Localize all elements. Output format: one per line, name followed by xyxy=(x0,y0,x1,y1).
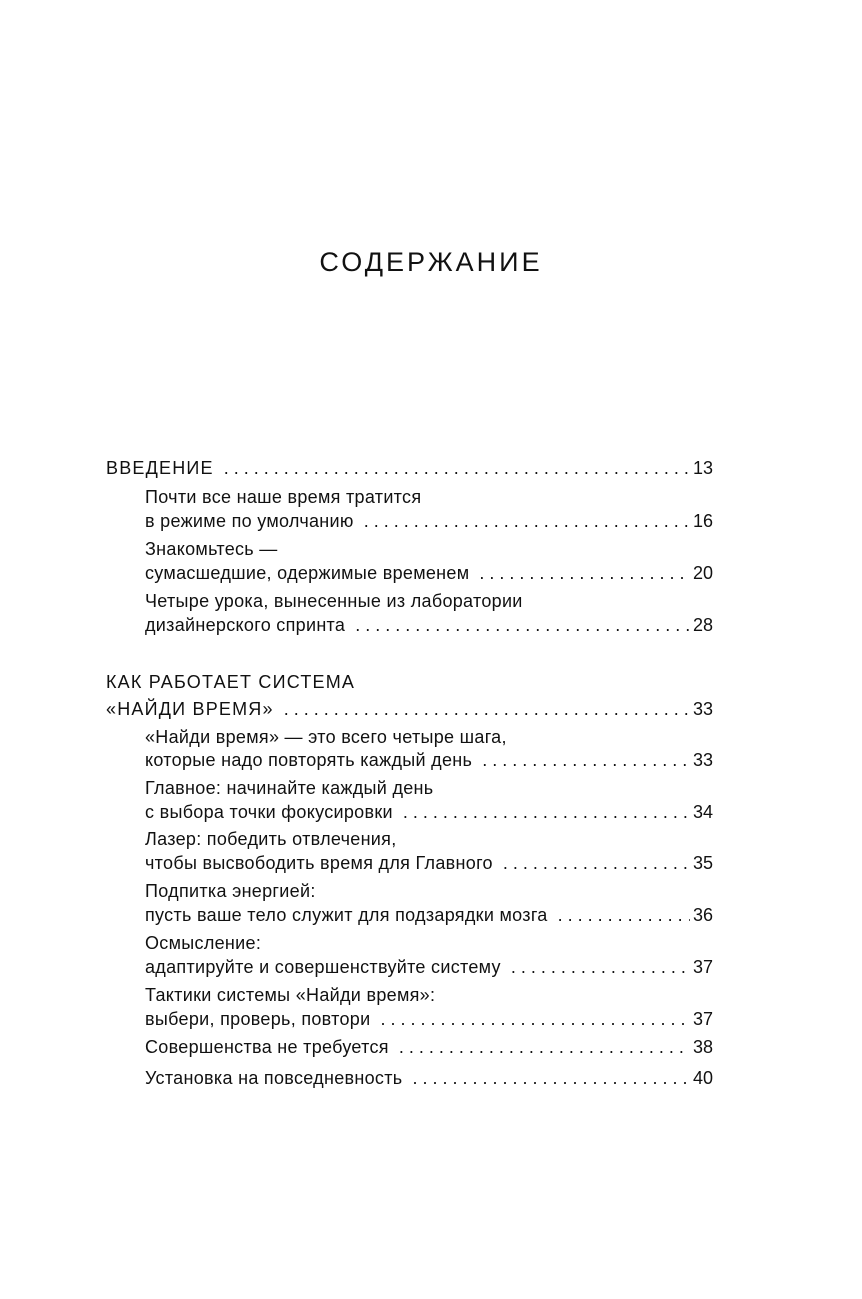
dot-leader xyxy=(482,748,690,772)
dot-leader xyxy=(503,851,690,875)
dot-leader xyxy=(399,1035,690,1059)
toc-entry-line[interactable] xyxy=(145,485,713,509)
toc-entry-text: Совершенства не требуется xyxy=(145,1037,389,1057)
toc-entry-line[interactable] xyxy=(145,931,713,955)
toc-page-number: 37 xyxy=(692,957,713,977)
toc-entry-text: выбери, проверь, повтори xyxy=(145,1009,371,1029)
toc-page-number: 28 xyxy=(692,615,713,635)
toc-entry-text: Лазер: победить отвлечения, xyxy=(145,829,397,849)
toc-page-number: 36 xyxy=(692,905,713,925)
toc-entry-line[interactable] xyxy=(145,879,713,903)
toc-page-number: 38 xyxy=(692,1037,713,1057)
toc-entry-text: в режиме по умолчанию xyxy=(145,511,354,531)
toc-entry-line[interactable] xyxy=(145,983,713,1007)
toc-page-number: 34 xyxy=(692,802,713,822)
toc-entry-text: Почти все наше время тратится xyxy=(145,487,422,507)
toc-section-line[interactable] xyxy=(106,670,713,694)
toc-entry-text: пусть ваше тело служит для подзарядки мозга xyxy=(145,905,548,925)
toc-entry[interactable] xyxy=(145,1035,713,1059)
dot-leader xyxy=(364,509,690,533)
toc-entry-line[interactable] xyxy=(145,827,713,851)
dot-leader xyxy=(403,800,690,824)
toc-entry-text: дизайнерского спринта xyxy=(145,615,346,635)
toc-entry-text: Четыре урока, вынесенные из лаборатории xyxy=(145,591,523,611)
toc-entry-line[interactable] xyxy=(145,589,713,613)
toc-entry-text: которые надо повторять каждый день xyxy=(145,750,473,770)
toc-entry-text: Главное: начинайте каждый день xyxy=(145,778,434,798)
toc-section-label: КАК РАБОТАЕТ СИСТЕМА xyxy=(106,672,356,692)
dot-leader xyxy=(479,561,690,585)
toc-entry[interactable] xyxy=(145,561,713,585)
toc-page-number: 35 xyxy=(692,853,713,873)
toc-entry-line[interactable] xyxy=(145,537,713,561)
toc-page-number: 13 xyxy=(692,458,713,478)
toc-entry[interactable] xyxy=(145,1066,713,1090)
dot-leader xyxy=(412,1066,690,1090)
dot-leader xyxy=(284,697,690,721)
page-title: СОДЕРЖАНИЕ xyxy=(319,247,543,277)
toc-entry-text: Осмысление: xyxy=(145,933,262,953)
toc-page-number: 33 xyxy=(692,750,713,770)
toc-entry[interactable] xyxy=(145,509,713,533)
toc-entry-line[interactable] xyxy=(145,725,713,749)
toc-section-system[interactable] xyxy=(106,697,713,721)
toc-entry-text: сумасшедшие, одержимые временем xyxy=(145,563,470,583)
toc-section-label: «НАЙДИ ВРЕМЯ» xyxy=(106,699,274,719)
dot-leader xyxy=(511,955,690,979)
toc-entry-text: адаптируйте и совершенствуйте систему xyxy=(145,957,501,977)
toc-page-number: 33 xyxy=(692,699,713,719)
toc-entry-text: Установка на повседневность xyxy=(145,1068,403,1088)
toc-entry-text: «Найди время» — это всего четыре шага, xyxy=(145,727,507,747)
dot-leader xyxy=(558,903,690,927)
toc-entry-text: Тактики системы «Найди время»: xyxy=(145,985,436,1005)
toc-entry[interactable] xyxy=(145,851,713,875)
toc-entry-text: чтобы высвободить время для Главного xyxy=(145,853,493,873)
toc-entry[interactable] xyxy=(145,903,713,927)
toc-entry[interactable] xyxy=(145,613,713,637)
toc-page-number: 40 xyxy=(692,1068,713,1088)
toc-page-number: 37 xyxy=(692,1009,713,1029)
toc-page-number: 16 xyxy=(692,511,713,531)
toc-entry-text: Знакомьтесь — xyxy=(145,539,278,559)
toc-entry-text: Подпитка энергией: xyxy=(145,881,316,901)
toc-entry[interactable] xyxy=(145,800,713,824)
toc-entry[interactable] xyxy=(145,955,713,979)
toc-page-number: 20 xyxy=(692,563,713,583)
toc-section-intro[interactable] xyxy=(106,456,713,480)
toc-entry-line[interactable] xyxy=(145,776,713,800)
toc-section-label: ВВЕДЕНИЕ xyxy=(106,458,214,478)
toc-entry-text: с выбора точки фокусировки xyxy=(145,802,393,822)
dot-leader xyxy=(224,456,690,480)
toc-entry[interactable] xyxy=(145,748,713,772)
dot-leader xyxy=(380,1007,690,1031)
toc-entry[interactable] xyxy=(145,1007,713,1031)
dot-leader xyxy=(355,613,690,637)
